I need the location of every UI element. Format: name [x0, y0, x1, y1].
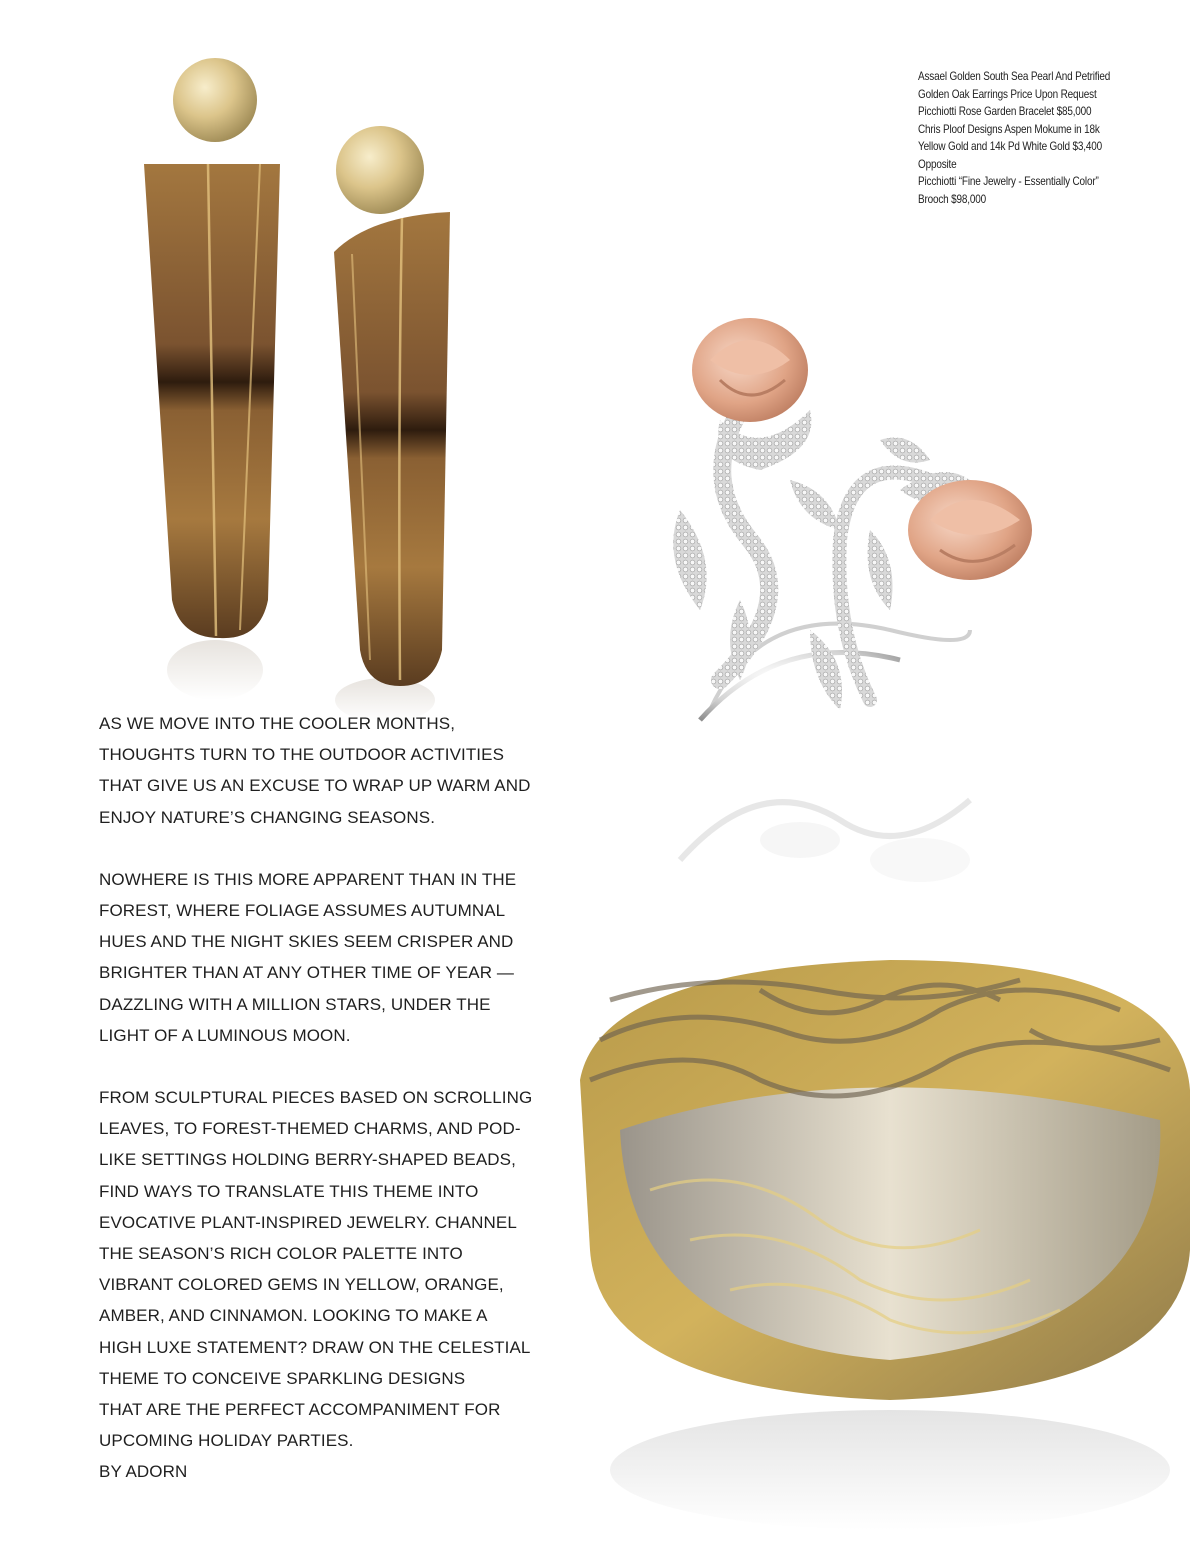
text-line: DAZZLING WITH A MILLION STARS, UNDER THE	[99, 994, 491, 1014]
caption-line: Opposite	[918, 157, 957, 171]
caption-line: Yellow Gold and 14k Pd White Gold $3,400	[918, 140, 1102, 153]
rose-top	[692, 318, 808, 422]
left-pearl	[173, 58, 257, 142]
text-line: LIGHT OF A LUMINOUS MOON.	[99, 1025, 351, 1045]
caption-line: Brooch $98,000	[918, 192, 987, 206]
text-line: FOREST, WHERE FOLIAGE ASSUMES AUTUMNAL	[99, 901, 506, 921]
text-line: ENJOY NATURE’S CHANGING SEASONS.	[99, 807, 436, 827]
article-body	[99, 708, 539, 1488]
text-line: FROM SCULPTURAL PIECES BASED ON SCROLLING	[99, 1088, 533, 1108]
paragraph-1	[99, 708, 539, 833]
text-line: HIGH LUXE STATEMENT? DRAW ON THE CELESTIAL	[99, 1337, 531, 1357]
byline: BY ADORN	[99, 1462, 188, 1482]
text-line: FIND WAYS TO TRANSLATE THIS THEME INTO	[99, 1181, 479, 1201]
text-line: UPCOMING HOLIDAY PARTIES.	[99, 1431, 354, 1451]
text-line: LEAVES, TO FOREST-THEMED CHARMS, AND POD-	[99, 1119, 521, 1139]
paragraph-3	[99, 1082, 539, 1456]
text-line: THEME TO CONCEIVE SPARKLING DESIGNS	[99, 1368, 466, 1388]
rose-right	[908, 480, 1032, 580]
earrings-image	[120, 40, 450, 720]
text-line: THAT GIVE US AN EXCUSE TO WRAP UP WARM AND	[99, 776, 531, 796]
text-line: THAT ARE THE PERFECT ACCOMPANIMENT FOR	[99, 1400, 501, 1420]
text-line: BRIGHTER THAN AT ANY OTHER TIME OF YEAR —	[99, 963, 515, 983]
text-line: LIKE SETTINGS HOLDING BERRY-SHAPED BEADS,	[99, 1150, 516, 1170]
text-line: EVOCATIVE PLANT-INSPIRED JEWELRY. CHANNEL	[99, 1212, 517, 1232]
text-line: HUES AND THE NIGHT SKIES SEEM CRISPER AND	[99, 932, 514, 952]
caption-line: Chris Ploof Designs Aspen Mokume in 18k	[918, 122, 1100, 136]
caption-line: Picchiotti “Fine Jewelry - Essentially Color”	[918, 175, 1099, 188]
mokume-ring-image	[560, 930, 1200, 1530]
text-line: NOWHERE IS THIS MORE APPARENT THAN IN THE	[99, 869, 517, 889]
text-line: THE SEASON’S RICH COLOR PALETTE INTO	[99, 1244, 463, 1264]
text-line: VIBRANT COLORED GEMS IN YELLOW, ORANGE,	[99, 1275, 504, 1295]
text-line: AS WE MOVE INTO THE COOLER MONTHS,	[99, 714, 456, 733]
text-line: AMBER, AND CINNAMON. LOOKING TO MAKE A	[99, 1306, 488, 1326]
caption-line: Assael Golden South Sea Pearl And Petrified	[918, 70, 1111, 83]
text-line: THOUGHTS TURN TO THE OUTDOOR ACTIVITIES	[99, 745, 505, 765]
right-pearl	[336, 126, 424, 214]
caption-line: Golden Oak Earrings Price Upon Request	[918, 87, 1097, 101]
left-earring	[144, 58, 280, 638]
right-earring	[334, 126, 450, 686]
caption-line: Picchiotti Rose Garden Bracelet $85,000	[918, 105, 1092, 118]
rose-bracelet-image	[640, 300, 1060, 900]
paragraph-2	[99, 864, 539, 1051]
product-captions	[918, 68, 1124, 208]
